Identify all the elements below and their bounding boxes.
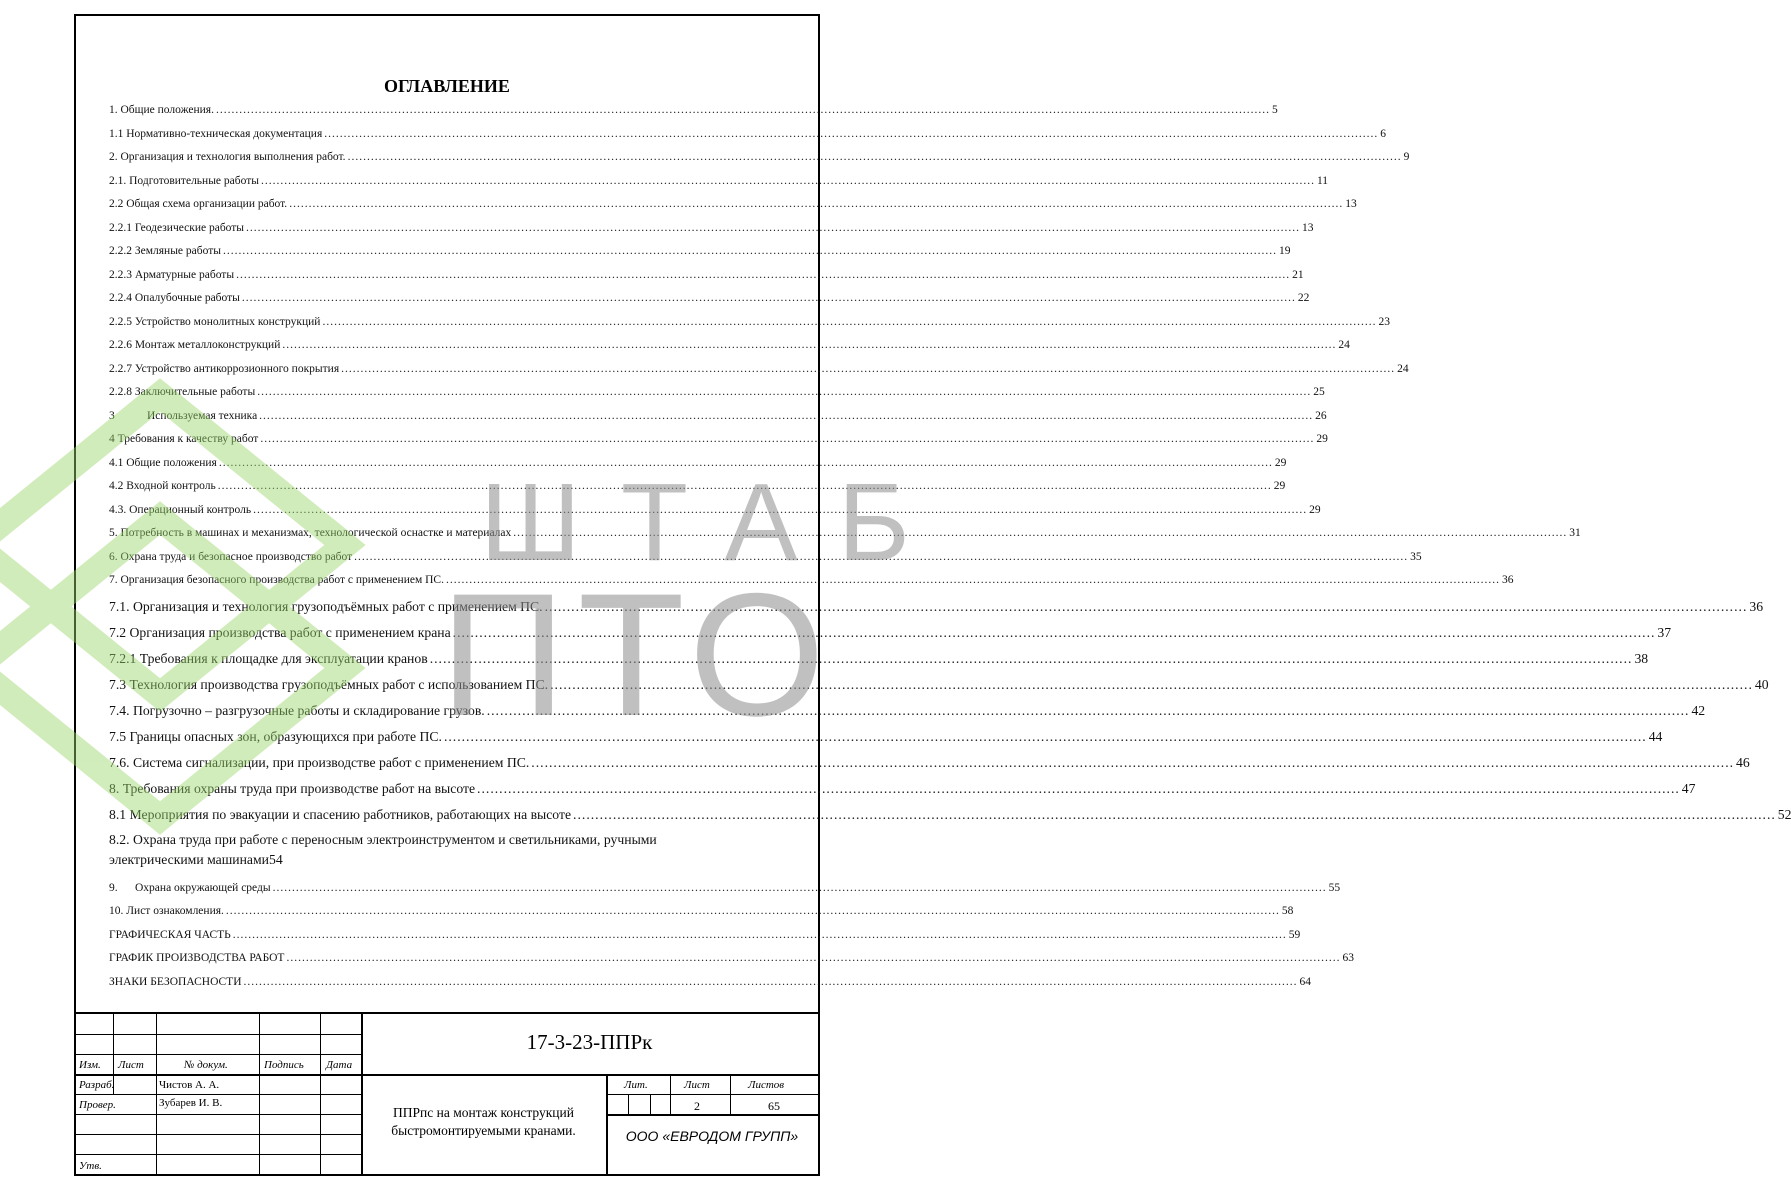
toc-entry-leader bbox=[219, 455, 1273, 472]
toc-entry-label: 2.2.8 Заключительные работы bbox=[109, 386, 256, 398]
toc-entry-leader bbox=[289, 196, 1343, 213]
toc-entry-page: 64 bbox=[1299, 975, 1312, 988]
toc-entry bbox=[109, 778, 1696, 804]
toc-entry-label: 7.6. Система сигнализации, при производстве работ с применением ПС. bbox=[109, 754, 530, 770]
header-sign: Подпись bbox=[264, 1059, 304, 1071]
toc-entry-label: 7.4. Погрузочно – разгрузочные работы и складирование грузов. bbox=[109, 702, 485, 718]
toc-entry-label: 2.2.4 Опалубочные работы bbox=[109, 292, 240, 304]
document-name-line1: ППРпс на монтаж конструкций bbox=[393, 1105, 574, 1120]
role-approved: Утв. bbox=[79, 1160, 102, 1172]
toc-entry-label: 2. Организация и технология выполнения работ. bbox=[109, 151, 346, 163]
header-doc-no: № докум. bbox=[184, 1059, 228, 1071]
toc-entry-page: 22 bbox=[1297, 292, 1310, 304]
toc-entry-label: 1.1 Нормативно-техническая документация bbox=[109, 127, 323, 140]
toc-entry-leader bbox=[261, 173, 1315, 190]
toc-entry-label: 2.2.7 Устройство антикоррозионного покрытия bbox=[109, 362, 340, 375]
header-list: Лист bbox=[118, 1059, 144, 1071]
watermark-text-bottom: ПТО bbox=[440, 558, 837, 753]
toc-entry-page: 37 bbox=[1657, 624, 1672, 640]
toc-entry-label: 4.1 Общие положения bbox=[109, 456, 217, 469]
toc-entry bbox=[109, 149, 1410, 173]
toc-entry-page: 13 bbox=[1345, 198, 1357, 210]
toc-entry bbox=[109, 126, 1387, 150]
toc-entry-label: 2.2.3 Арматурные работы bbox=[109, 268, 235, 281]
toc-entry-page: 21 bbox=[1292, 268, 1304, 281]
toc-entry bbox=[109, 337, 1350, 361]
header-stage: Лит. bbox=[624, 1079, 648, 1091]
sheets-count: 65 bbox=[768, 1099, 780, 1113]
toc-entry-page: 35 bbox=[1410, 550, 1422, 563]
toc-entry-label: 7.3 Технология производства грузоподъёмных работ с использованием ПС. bbox=[109, 676, 549, 692]
toc-entry-label: 2.2 Общая схема организации работ. bbox=[109, 198, 288, 210]
toc-entry bbox=[109, 196, 1357, 220]
header-sheet: Лист bbox=[684, 1079, 710, 1091]
toc-entry-label: ГРАФИЧЕСКАЯ ЧАСТЬ bbox=[109, 928, 231, 941]
toc-entry-page: 36 bbox=[1501, 574, 1514, 586]
toc-entry-page: 52 bbox=[1777, 806, 1791, 822]
toc-entry-leader bbox=[216, 102, 1270, 119]
toc-entry-label: Используемая техника bbox=[147, 409, 258, 422]
toc-entry bbox=[109, 455, 1287, 479]
name-checked: Зубарев И. В. bbox=[159, 1097, 223, 1109]
toc-entry-leader bbox=[550, 674, 1753, 696]
toc-entry bbox=[109, 549, 1422, 573]
toc-entry bbox=[109, 950, 1354, 974]
toc-entry-page: 9 bbox=[1403, 151, 1410, 163]
toc-entry-label: 2.2.2 Земляные работы bbox=[109, 245, 221, 257]
toc-entry bbox=[109, 700, 1706, 726]
toc-entry-page: 38 bbox=[1634, 650, 1649, 666]
toc-entry-page: 29 bbox=[1273, 480, 1286, 492]
toc-entry-page: 29 bbox=[1274, 456, 1287, 469]
company-name: ООО «ЕВРОДОМ ГРУПП» bbox=[625, 1128, 799, 1144]
toc-entry-label: 2.1. Подготовительные работы bbox=[109, 174, 259, 187]
toc-entry-leader bbox=[453, 622, 1656, 644]
toc-entry bbox=[109, 927, 1301, 951]
toc-entry-page: 44 bbox=[1648, 728, 1663, 744]
document-code: 17-3-23-ППРк bbox=[526, 1030, 653, 1054]
toc-entry-page: 19 bbox=[1278, 245, 1291, 257]
toc-entry-page: 31 bbox=[1569, 527, 1581, 539]
toc-entry-label: 4 Требования к качеству работ bbox=[109, 433, 259, 445]
toc-entry-page: 29 bbox=[1316, 433, 1328, 445]
toc-entry-leader bbox=[242, 290, 1296, 307]
toc-entry-label: 2.2.6 Монтаж металлоконструкций bbox=[109, 339, 281, 351]
toc-entry bbox=[109, 220, 1314, 244]
toc-entry bbox=[109, 572, 1514, 596]
toc-entry-label-cont: электрическими машинами bbox=[109, 851, 269, 867]
toc-entry-label: 7.2.1 Требования к площадке для эксплуатации кранов bbox=[109, 650, 428, 666]
toc-entry-page: 59 bbox=[1288, 928, 1301, 941]
toc-entry-page: 26 bbox=[1315, 409, 1327, 422]
toc-entry-label: 5. Потребность в машинах и механизмах, технологической оснастке и материалах bbox=[109, 527, 512, 539]
role-developed: Разраб. bbox=[79, 1079, 115, 1091]
toc-entry-leader bbox=[246, 220, 1300, 237]
toc-entry-label: 7.2 Организация производства работ с применением крана bbox=[109, 624, 451, 640]
toc-entry bbox=[109, 384, 1325, 408]
toc-entry-leader bbox=[273, 880, 1327, 897]
toc-entry-leader bbox=[531, 752, 1734, 774]
toc-entry bbox=[109, 290, 1310, 314]
toc-entry-page: 63 bbox=[1342, 952, 1354, 964]
toc-entry-page: 11 bbox=[1316, 174, 1329, 187]
toc-entry bbox=[109, 880, 1341, 904]
toc-entry-leader bbox=[477, 778, 1680, 800]
toc-entry-label: 8. Требования охраны труда при производстве работ на высоте bbox=[109, 780, 476, 796]
toc-entry-leader bbox=[260, 431, 1314, 448]
toc-entry-leader bbox=[236, 267, 1290, 284]
toc-entry-leader bbox=[545, 596, 1748, 618]
toc-entry-page: 54 bbox=[268, 851, 283, 867]
toc-entry bbox=[109, 648, 1649, 674]
toc-entry-number: 3 bbox=[109, 409, 115, 422]
toc-entry-label: 7.5 Границы опасных зон, образующихся при работе ПС. bbox=[109, 728, 442, 744]
toc-entry bbox=[109, 830, 797, 880]
toc-entry-leader bbox=[341, 361, 1395, 378]
toc-entry-label: 7.1. Организация и технология грузоподъёмных работ с применением ПС. bbox=[109, 598, 543, 614]
toc-entry bbox=[109, 408, 1327, 432]
name-developed: Чистов А. А. bbox=[159, 1079, 220, 1091]
toc-entry-leader bbox=[430, 648, 1633, 670]
toc-entry-page: 40 bbox=[1754, 676, 1769, 692]
table-of-contents bbox=[109, 102, 1791, 997]
toc-entry-page: 24 bbox=[1397, 362, 1409, 375]
toc-entry-leader bbox=[354, 549, 1408, 566]
sheet-number: 2 bbox=[694, 1099, 700, 1113]
toc-entry-page: 46 bbox=[1736, 754, 1750, 770]
toc-entry bbox=[109, 361, 1409, 385]
toc-entry-leader bbox=[487, 700, 1690, 722]
toc-entry bbox=[109, 502, 1321, 526]
toc-entry-leader bbox=[513, 525, 1567, 542]
toc-entry-label: 10. Лист ознакомления. bbox=[109, 905, 224, 917]
toc-entry-page: 55 bbox=[1328, 881, 1341, 894]
toc-entry-leader bbox=[348, 149, 1402, 166]
toc-entry-label: 1. Общие положения. bbox=[109, 104, 214, 116]
toc-entry-label: Охрана окружающей среды bbox=[135, 881, 271, 894]
toc-entry bbox=[109, 478, 1286, 502]
toc-entry-page: 58 bbox=[1281, 905, 1294, 917]
toc-entry-page: 23 bbox=[1378, 315, 1390, 328]
header-date: Дата bbox=[326, 1059, 353, 1071]
toc-entry bbox=[109, 525, 1581, 549]
toc-entry bbox=[109, 622, 1672, 648]
toc-entry bbox=[109, 903, 1294, 927]
toc-entry-label: 7. Организация безопасного производства работ с применением ПС. bbox=[109, 574, 444, 586]
toc-entry-leader bbox=[233, 927, 1287, 944]
toc-entry bbox=[109, 314, 1390, 338]
toc-entry-page: 47 bbox=[1681, 780, 1696, 796]
toc-entry-leader bbox=[253, 502, 1307, 519]
toc-entry-page: 29 bbox=[1309, 503, 1321, 516]
toc-entry bbox=[109, 267, 1304, 291]
title-block bbox=[76, 1012, 818, 1176]
toc-entry-label: 2.2.1 Геодезические работы bbox=[109, 221, 245, 234]
toc-entry-label: 4.2 Входной контроль bbox=[109, 480, 216, 492]
watermark-text-top: ШТАБ bbox=[480, 461, 950, 584]
toc-entry-page: 6 bbox=[1380, 127, 1387, 140]
header-izm: Изм. bbox=[79, 1059, 101, 1071]
toc-entry-label: 8.1 Мероприятия по эвакуации и спасению работников, работающих на высоте bbox=[109, 806, 572, 822]
toc-entry-leader bbox=[226, 903, 1280, 920]
toc-entry-page: 36 bbox=[1749, 598, 1764, 614]
toc-entry bbox=[109, 752, 1750, 778]
toc-entry-leader bbox=[282, 337, 1336, 354]
header-sheets: Листов bbox=[748, 1079, 785, 1091]
toc-entry-leader bbox=[324, 126, 1378, 143]
toc-entry-leader bbox=[223, 243, 1277, 260]
role-checked: Провер. bbox=[79, 1099, 116, 1111]
toc-entry-page: 13 bbox=[1302, 221, 1314, 234]
toc-entry bbox=[109, 102, 1278, 126]
toc-entry-leader bbox=[259, 408, 1313, 425]
toc-entry-label: 8.2. Охрана труда при работе с переносным электроинструментом и светильниками, ручными bbox=[109, 831, 657, 847]
toc-entry bbox=[109, 974, 1312, 998]
toc-entry-number: 9. bbox=[109, 881, 118, 894]
toc-entry-leader bbox=[257, 384, 1311, 401]
toc-entry-label: 6. Охрана труда и безопасное производство работ bbox=[109, 550, 353, 563]
toc-entry-page: 25 bbox=[1313, 386, 1325, 398]
toc-entry-leader bbox=[444, 726, 1647, 748]
document-name bbox=[361, 1104, 606, 1140]
toc-entry bbox=[109, 243, 1291, 267]
toc-entry bbox=[109, 804, 1791, 830]
toc-entry-label: ГРАФИК ПРОИЗВОДСТВА РАБОТ bbox=[109, 952, 285, 964]
toc-entry bbox=[109, 674, 1769, 700]
toc-entry bbox=[109, 173, 1329, 197]
toc-entry bbox=[109, 726, 1663, 752]
toc-title: ОГЛАВЛЕНИЕ bbox=[384, 76, 510, 96]
toc-entry-leader bbox=[244, 974, 1298, 991]
toc-entry-leader bbox=[446, 572, 1500, 589]
toc-entry-leader bbox=[218, 478, 1272, 495]
toc-entry-leader bbox=[286, 950, 1340, 967]
toc-entry-leader bbox=[573, 804, 1776, 826]
toc-entry-label: 4.3. Операционный контроль bbox=[109, 503, 252, 516]
toc-entry-label: ЗНАКИ БЕЗОПАСНОСТИ bbox=[109, 975, 242, 988]
document-name-line2: быстромонтируемыми кранами. bbox=[391, 1123, 576, 1138]
toc-entry-label: 2.2.5 Устройство монолитных конструкций bbox=[109, 315, 321, 328]
toc-entry-leader bbox=[322, 314, 1376, 331]
toc-entry-page: 24 bbox=[1338, 339, 1350, 351]
toc-entry-page: 42 bbox=[1691, 702, 1706, 718]
toc-entry-page: 5 bbox=[1271, 104, 1278, 116]
toc-entry bbox=[109, 596, 1764, 622]
toc-entry bbox=[109, 431, 1328, 455]
